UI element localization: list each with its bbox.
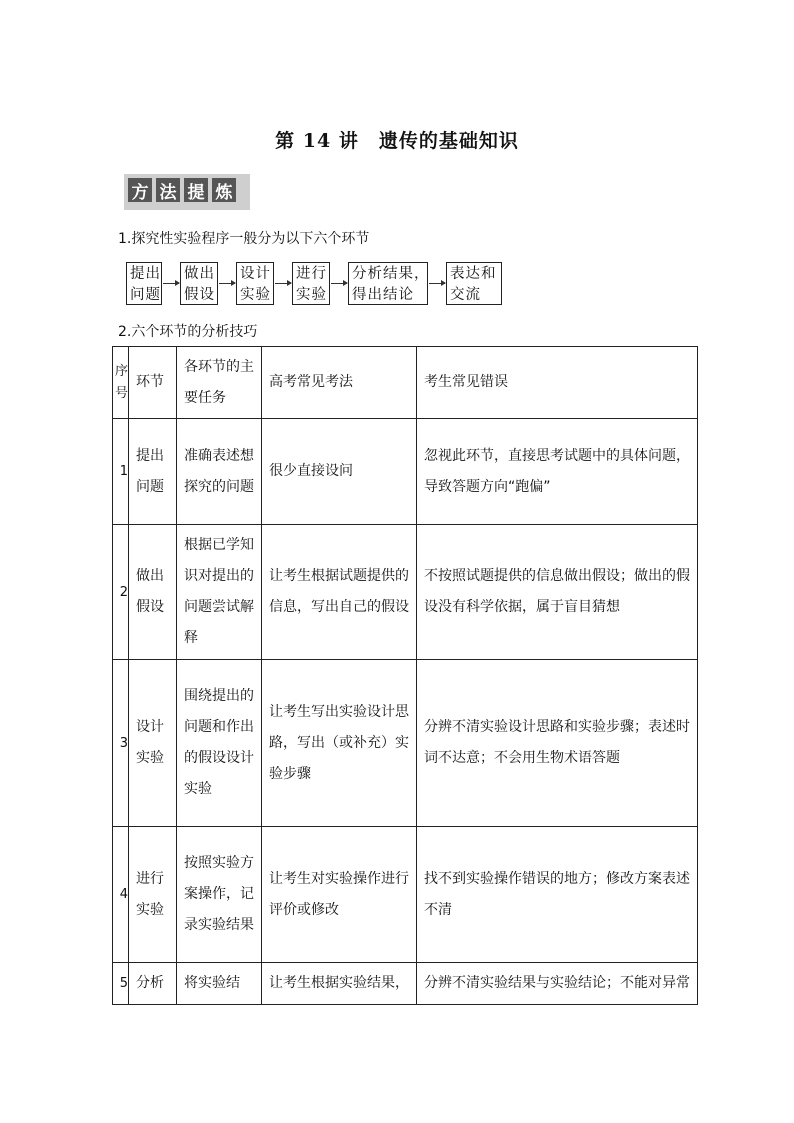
task-cell: 将实验结 bbox=[177, 963, 262, 1005]
row-number: 5 bbox=[113, 963, 129, 1005]
flow-step: 做出 假设 bbox=[180, 262, 218, 305]
table-row bbox=[113, 660, 698, 827]
header-cell: 各环节的主要任务 bbox=[177, 347, 262, 419]
badge-char: 提 bbox=[184, 178, 208, 202]
method-cell: 让考生根据试题提供的信息，写出自己的假设 bbox=[262, 525, 417, 660]
table-header-row bbox=[113, 347, 698, 419]
badge-char: 方 bbox=[128, 178, 152, 202]
step-cell: 设计实验 bbox=[129, 660, 177, 827]
error-cell: 分辨不清实验结果与实验结论；不能对异常 bbox=[417, 963, 698, 1005]
error-cell: 分辨不清实验设计思路和实验步骤；表述时词不达意；不会用生物术语答题 bbox=[417, 660, 698, 827]
method-cell: 让考生对实验操作进行评价或修改 bbox=[262, 827, 417, 963]
arrow-icon bbox=[219, 283, 235, 284]
analysis-table bbox=[112, 346, 698, 1005]
error-cell: 不按照试题提供的信息做出假设；做出的假设没有科学依据，属于盲目猜想 bbox=[417, 525, 698, 660]
row-number: 4 bbox=[113, 827, 129, 963]
method-cell: 很少直接设问 bbox=[262, 419, 417, 525]
error-cell: 找不到实验操作错误的地方；修改方案表述不清 bbox=[417, 827, 698, 963]
task-cell: 准确表述想探究的问题 bbox=[177, 419, 262, 525]
section-heading-2: 2.六个环节的分析技巧 bbox=[118, 324, 258, 340]
header-cell: 高考常见考法 bbox=[262, 347, 417, 419]
method-cell: 让考生写出实验设计思路，写出（或补充）实验步骤 bbox=[262, 660, 417, 827]
header-cell: 环节 bbox=[129, 347, 177, 419]
task-cell: 围绕提出的问题和作出的假设设计实验 bbox=[177, 660, 262, 827]
row-number: 1 bbox=[113, 419, 129, 525]
badge-char: 炼 bbox=[212, 178, 236, 202]
table-row bbox=[113, 827, 698, 963]
flow-step: 设计 实验 bbox=[236, 262, 274, 305]
step-cell: 提出问题 bbox=[129, 419, 177, 525]
arrow-icon bbox=[163, 283, 179, 284]
row-number: 2 bbox=[113, 525, 129, 660]
task-cell: 按照实验方案操作，记录实验结果 bbox=[177, 827, 262, 963]
header-cell: 考生常见错误 bbox=[417, 347, 698, 419]
badge-char: 法 bbox=[156, 178, 180, 202]
flow-step: 表达和 交流 bbox=[446, 262, 502, 305]
flow-diagram bbox=[126, 261, 502, 306]
step-cell: 分析 bbox=[129, 963, 177, 1005]
flow-step: 提出 问题 bbox=[126, 262, 162, 305]
page-title: 第 14 讲 遗传的基础知识 bbox=[275, 130, 519, 152]
arrow-icon bbox=[275, 283, 291, 284]
section-heading-1: 1.探究性实验程序一般分为以下六个环节 bbox=[118, 231, 370, 247]
error-cell: 忽视此环节，直接思考试题中的具体问题，导致答题方向“跑偏” bbox=[417, 419, 698, 525]
step-cell: 做出假设 bbox=[129, 525, 177, 660]
table-row bbox=[113, 419, 698, 525]
arrow-icon bbox=[331, 283, 347, 284]
task-cell: 根据已学知识对提出的问题尝试解释 bbox=[177, 525, 262, 660]
flow-step: 分析结果， 得出结论 bbox=[348, 262, 428, 305]
flow-step: 进行 实验 bbox=[292, 262, 330, 305]
method-cell: 让考生根据实验结果， bbox=[262, 963, 417, 1005]
table-row bbox=[113, 525, 698, 660]
row-number: 3 bbox=[113, 660, 129, 827]
header-cell: 序号 bbox=[113, 347, 129, 419]
step-cell: 进行实验 bbox=[129, 827, 177, 963]
table-row bbox=[113, 963, 698, 1005]
arrow-icon bbox=[429, 283, 445, 284]
